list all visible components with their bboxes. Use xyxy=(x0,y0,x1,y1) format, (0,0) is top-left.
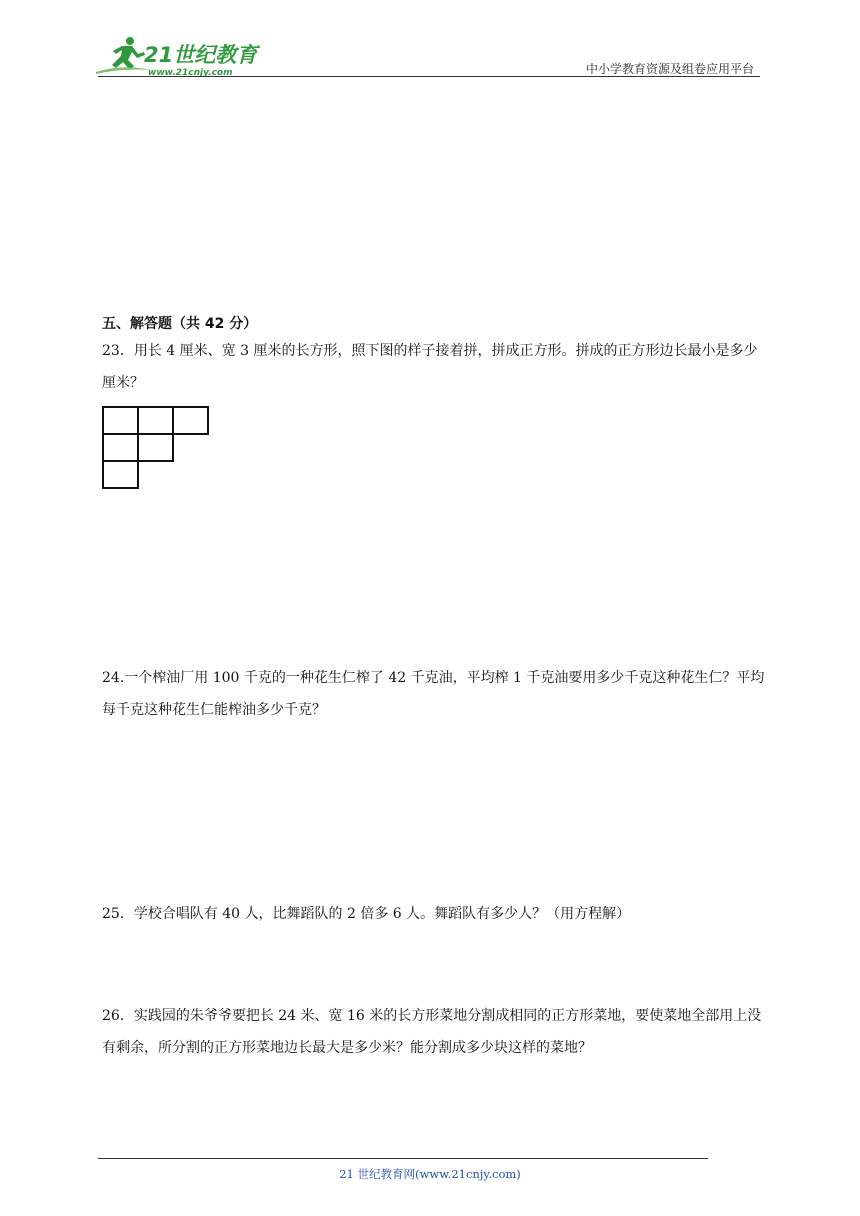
question-number: 25． xyxy=(102,906,134,922)
rect-row1-col3 xyxy=(173,407,208,434)
question-23 xyxy=(102,335,770,399)
rect-row2-col1 xyxy=(103,434,138,461)
question-text: 用长 4 厘米、宽 3 厘米的长方形，照下图的样子接着拼，拼成正方形。拼成的正方形边长最小是多少厘米？ xyxy=(102,343,758,391)
question-text: 学校合唱队有 40 人，比舞蹈队的 2 倍多 6 人。舞蹈队有多少人？（用方程解） xyxy=(133,906,631,922)
footer-link[interactable]: 21 世纪教育网(www.21cnjy.com) xyxy=(339,1167,521,1181)
rect-row1-col1 xyxy=(103,407,138,434)
question-25 xyxy=(102,898,770,930)
rect-row1-col2 xyxy=(138,407,173,434)
platform-name: 中小学教育资源及组卷应用平台 xyxy=(585,62,754,76)
rect-row2-col2 xyxy=(138,434,173,461)
question-number: 26． xyxy=(102,1008,134,1024)
question-26 xyxy=(102,1000,770,1064)
footer-divider xyxy=(98,1158,708,1159)
question-text: 实践园的朱爷爷要把长 24 米、宽 16 米的长方形菜地分割成相同的正方形菜地，要使菜地全部用上没有剩余，所分割的正方形菜地边长最大是多少米？能分割成多少块这样的菜地？ xyxy=(102,1008,762,1056)
logo-title: 21世纪教育 xyxy=(144,43,258,67)
section-title: 五、解答题（共 42 分） xyxy=(102,316,258,332)
question-number: 23． xyxy=(102,343,134,359)
rectangle-staircase-figure xyxy=(100,404,212,490)
header-divider xyxy=(98,76,760,77)
site-logo xyxy=(92,34,267,78)
rect-row3-col1 xyxy=(103,461,138,488)
question-24 xyxy=(102,662,770,726)
question-number: 24. xyxy=(102,670,125,686)
question-text: 一个榨油厂用 100 千克的一种花生仁榨了 42 千克油，平均榨 1 千克油要用多少千克这种花生仁？平均每千克这种花生仁能榨油多少千克？ xyxy=(102,670,765,718)
logo-url: www.21cnjy.com xyxy=(148,68,233,78)
